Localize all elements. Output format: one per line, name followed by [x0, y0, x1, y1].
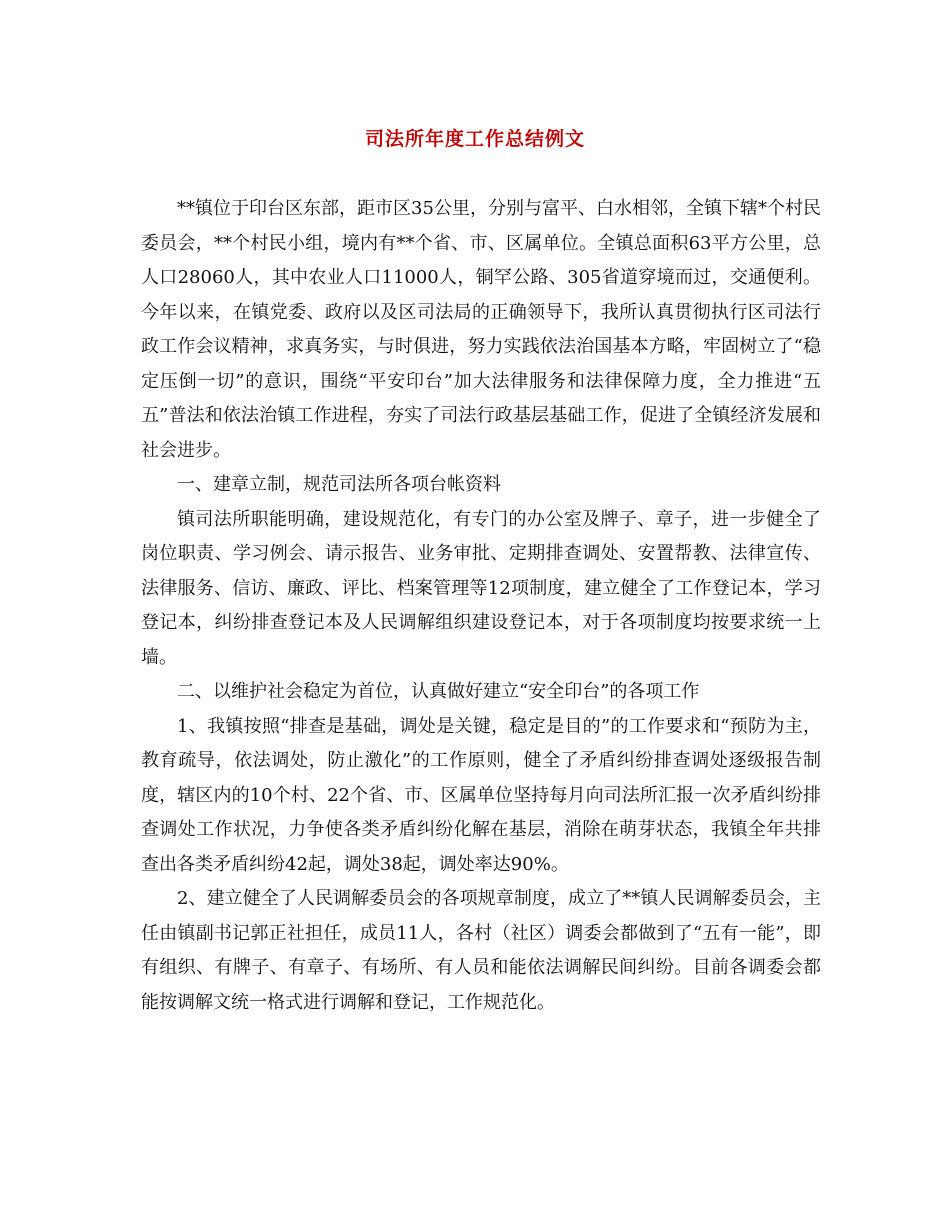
document-title: 司法所年度工作总结例文 — [364, 128, 585, 150]
paragraph-section-1: 镇司法所职能明确，建设规范化，有专门的办公室及牌子、章子，进一步健全了岗位职责、学习例会、请示报告、业务审批、定期排查调处、安置帮教、法律宣传、法律服务、信访、廉政、评比、档案管理等12项制度，建立健全了工作登记本，学习登记本，纠纷排查登记本及人民调解组织建设登记本，对于各项制度均按要求统一上墙。 — [141, 508, 821, 668]
section-heading-1: 一、建章立制，规范司法所各项台帐资料 — [177, 474, 501, 495]
paragraph-item-2: 2、建立健全了人民调解委员会的各项规章制度，成立了**镇人民调解委员会，主任由镇副书记郭正社担任，成员11人，各村（社区）调委会都做到了“五有一能”，即有组织、有牌子、有章子、有场所、有人员和能依法调解民间纠纷。目前各调委会都能按调解文统一格式进行调解和登记，工作规范化。 — [141, 888, 821, 1013]
document-body — [141, 192, 821, 1020]
section-heading-2: 二、以维护社会稳定为首位，认真做好建立“安全印台”的各项工作 — [177, 681, 700, 702]
paragraph-item-1: 1、我镇按照“排查是基础，调处是关键，稳定是目的”的工作要求和“预防为主，教育疏导，依法调处，防止激化”的工作原则，健全了矛盾纠纷排查调处逐级报告制度，辖区内的10个村、22个省、市、区属单位坚持每月向司法所汇报一次矛盾纠纷排查调处工作状况，力争使各类矛盾纠纷化解在基层，消除在萌芽状态，我镇全年共排查出各类矛盾纠纷42起，调处38起，调处率达90%。 — [141, 715, 821, 875]
paragraph-intro: **镇位于印台区东部，距市区35公里，分别与富平、白水相邻，全镇下辖*个村民委员会，**个村民小组，境内有**个省、市、区属单位。全镇总面积63平方公里，总人口28060人，其中农业人口11000人，铜罕公路、305省道穿境而过，交通便利。今年以来，在镇党委、政府以及区司法局的正确领导下，我所认真贯彻执行区司法行政工作会议精神，求真务实，与时俱进，努力实践依法治国基本方略，牢固树立了“稳定压倒一切”的意识，围绕“平安印台”加大法律服务和法律保障力度，全力推进“五五”普法和依法治镇工作进程，夯实了司法行政基层基础工作，促进了全镇经济发展和社会进步。 — [141, 198, 821, 461]
